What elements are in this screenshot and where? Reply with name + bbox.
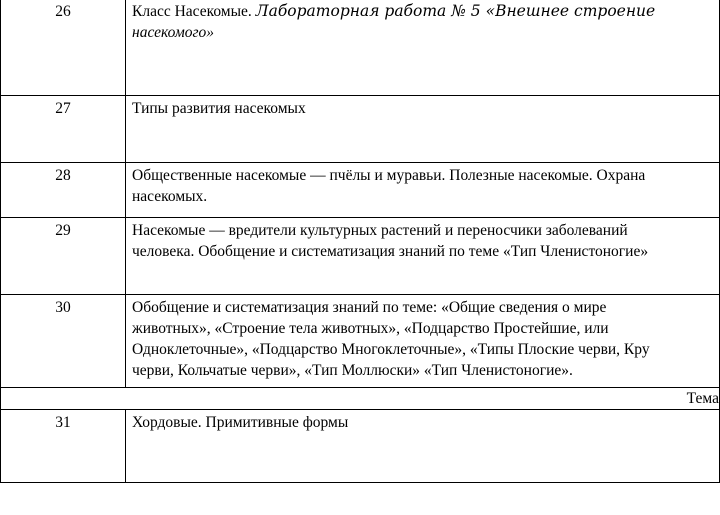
table-row	[1, 410, 720, 483]
lesson-topic	[126, 96, 720, 163]
topic-text: Одноклеточные», «Подцарство Многоклеточные», «Типы Плоские черви, Кру	[132, 341, 650, 358]
theme-header-row	[1, 388, 720, 410]
topic-text: Насекомые — вредители культурных растений и переносчики заболеваний	[132, 222, 628, 239]
lesson-topic	[126, 295, 720, 388]
lab-work-title: Лабораторная работа № 5 «Внешнее строение	[255, 2, 656, 20]
lesson-topic	[126, 410, 720, 483]
topic-text: черви, Кольчатые черви», «Тип Моллюски» «Тип Членистоногие».	[132, 362, 573, 379]
table-row	[1, 0, 720, 96]
table-row	[1, 96, 720, 163]
topic-text: насекомых.	[132, 188, 208, 205]
topic-text: животных», «Строение тела животных», «Подцарство Простейшие, или	[132, 320, 609, 337]
topic-text: Обобщение и систематизация знаний по теме: «Общие сведения о мире	[132, 299, 607, 316]
table-row	[1, 218, 720, 295]
lesson-number: 26	[1, 0, 126, 96]
topic-text: Хордовые. Примитивные формы	[132, 414, 349, 431]
lesson-topic	[126, 0, 720, 96]
lesson-number: 28	[1, 163, 126, 218]
lesson-number: 27	[1, 96, 126, 163]
topic-text: человека. Обобщение и систематизация знаний по теме «Тип Членистоногие»	[132, 243, 649, 260]
lesson-number: 29	[1, 218, 126, 295]
lesson-number: 31	[1, 410, 126, 483]
lesson-topic	[126, 163, 720, 218]
table-row	[1, 163, 720, 218]
lab-work-title-continued: насекомого»	[132, 24, 215, 41]
table-row	[1, 295, 720, 388]
topic-text: Общественные насекомые — пчёлы и муравьи. Полезные насекомые. Охрана	[132, 167, 646, 184]
topic-text: Класс Насекомые.	[132, 3, 256, 20]
topic-text: Типы развития насекомых	[132, 100, 306, 117]
lesson-topic	[126, 218, 720, 295]
lesson-number: 30	[1, 295, 126, 388]
theme-label: Тема	[1, 388, 720, 410]
